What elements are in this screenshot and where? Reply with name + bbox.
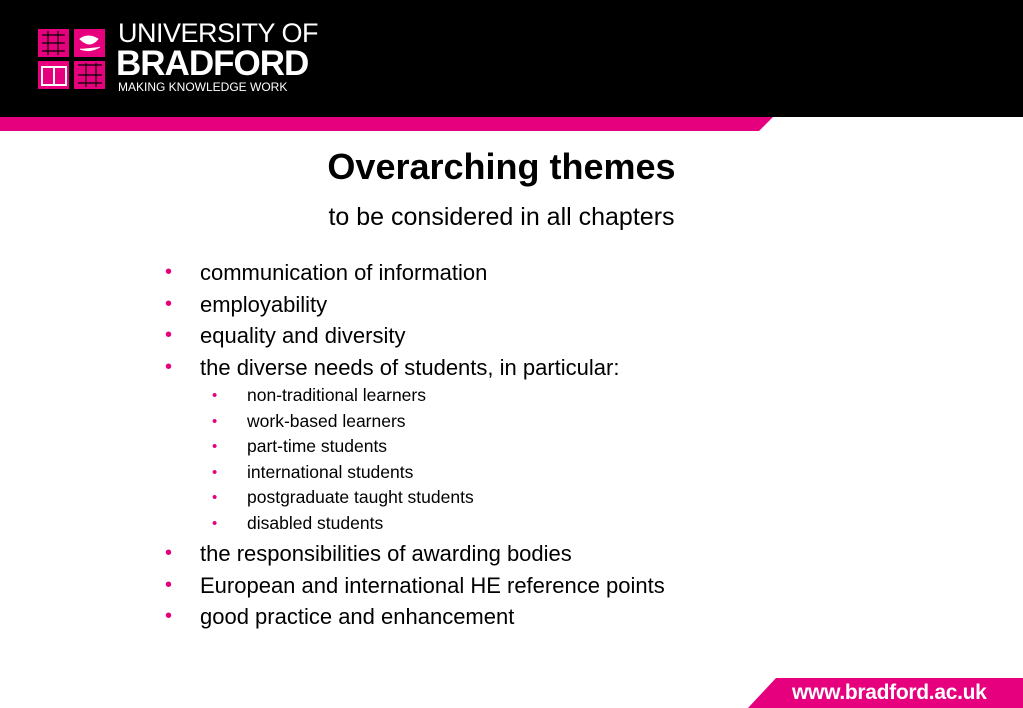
sub-list-item: • non-traditional learners bbox=[212, 383, 665, 409]
list-item: • European and international HE reference points bbox=[165, 570, 665, 602]
sub-list-item: • postgraduate taught students bbox=[212, 485, 665, 511]
list-item: • communication of information bbox=[165, 257, 665, 289]
list-item: • the responsibilities of awarding bodies bbox=[165, 538, 665, 570]
header-bar bbox=[0, 0, 1023, 117]
sub-list-item: • international students bbox=[212, 460, 665, 486]
sub-list-item: • disabled students bbox=[212, 511, 665, 537]
logo-tagline: MAKING KNOWLEDGE WORK bbox=[118, 80, 288, 94]
logo-text-bradford: BRADFORD bbox=[116, 44, 309, 83]
list-item: • employability bbox=[165, 289, 665, 321]
list-item: • equality and diversity bbox=[165, 320, 665, 352]
slide-title: Overarching themes bbox=[327, 146, 676, 187]
university-crest-icon bbox=[36, 25, 108, 93]
slide-subtitle: to be considered in all chapters bbox=[328, 203, 675, 231]
sub-list-container bbox=[165, 383, 665, 538]
list-item: • the diverse needs of students, in particular: bbox=[165, 352, 665, 384]
sub-list-item: • work-based learners bbox=[212, 409, 665, 435]
student-needs-sublist bbox=[165, 383, 665, 538]
list-item: • good practice and enhancement bbox=[165, 601, 665, 633]
theme-list bbox=[165, 257, 665, 633]
footer-website-url: www.bradford.ac.uk bbox=[792, 681, 987, 704]
pink-accent-stripe bbox=[0, 117, 1023, 131]
sub-list-item: • part-time students bbox=[212, 434, 665, 460]
logo-text-university-of: UNIVERSITY OF bbox=[118, 18, 319, 48]
